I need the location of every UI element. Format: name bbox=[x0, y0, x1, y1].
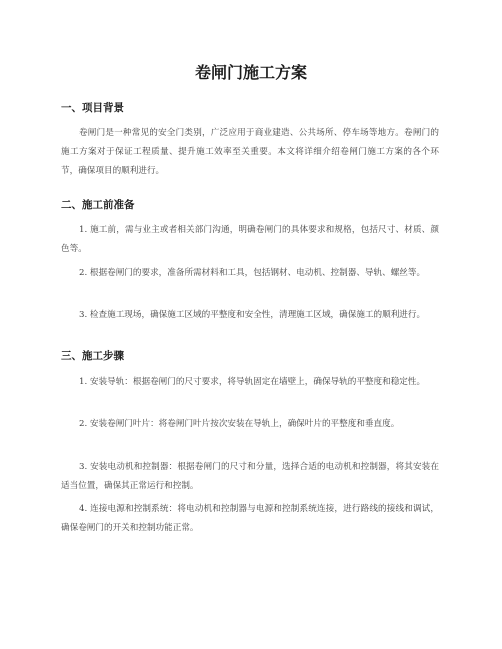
section-paragraph: 1. 安装导轨：根据卷闸门的尺寸要求，将导轨固定在墙壁上，确保导轨的平整度和稳定性。 bbox=[79, 377, 426, 387]
section-paragraph: 1. 施工前，需与业主或者相关部门沟通，明确卷闸门的具体要求和规格，包括尺寸、材质、颜色等。 bbox=[61, 225, 439, 254]
section-paragraph: 2. 安装卷闸门叶片：将卷闸门叶片按次安装在导轨上，确保叶片的平整度和垂直度。 bbox=[79, 419, 400, 429]
section-paragraph: 4. 连接电源和控制系统：将电动机和控制器与电源和控制系统连接，进行路线的接线和调试，确保卷闸门的开关和控制功能正常。 bbox=[61, 504, 439, 533]
section-paragraph: 3. 安装电动机和控制器：根据卷闸门的尺寸和分量，选择合适的电动机和控制器，将其安装在适当位置，确保其正常运行和控制。 bbox=[61, 462, 439, 491]
document-title: 卷闸门施工方案 bbox=[194, 63, 307, 82]
section-paragraph: 2. 根据卷闸门的要求，准备所需材料和工具，包括钢材、电动机、控制器、导轨、螺丝等。 bbox=[79, 268, 426, 278]
section-heading-steps: 三、施工步骤 bbox=[61, 350, 124, 362]
section-heading-background: 一、项目背景 bbox=[61, 102, 124, 114]
section-paragraph: 卷闸门是一种常见的安全门类别，广泛应用于商业建造、公共场所、停车场等地方。卷闸门的施工方案对于保证工程质量、提升施工效率至关重要。本文将详细介绍卷闸门施工方案的各个环节，确保项目的顺利进行。 bbox=[61, 128, 439, 176]
section-paragraph: 3. 检查施工现场，确保施工区域的平整度和安全性，清理施工区域，确保施工的顺利进行。 bbox=[79, 310, 426, 320]
section-heading-preparation: 二、施工前准备 bbox=[61, 199, 135, 211]
